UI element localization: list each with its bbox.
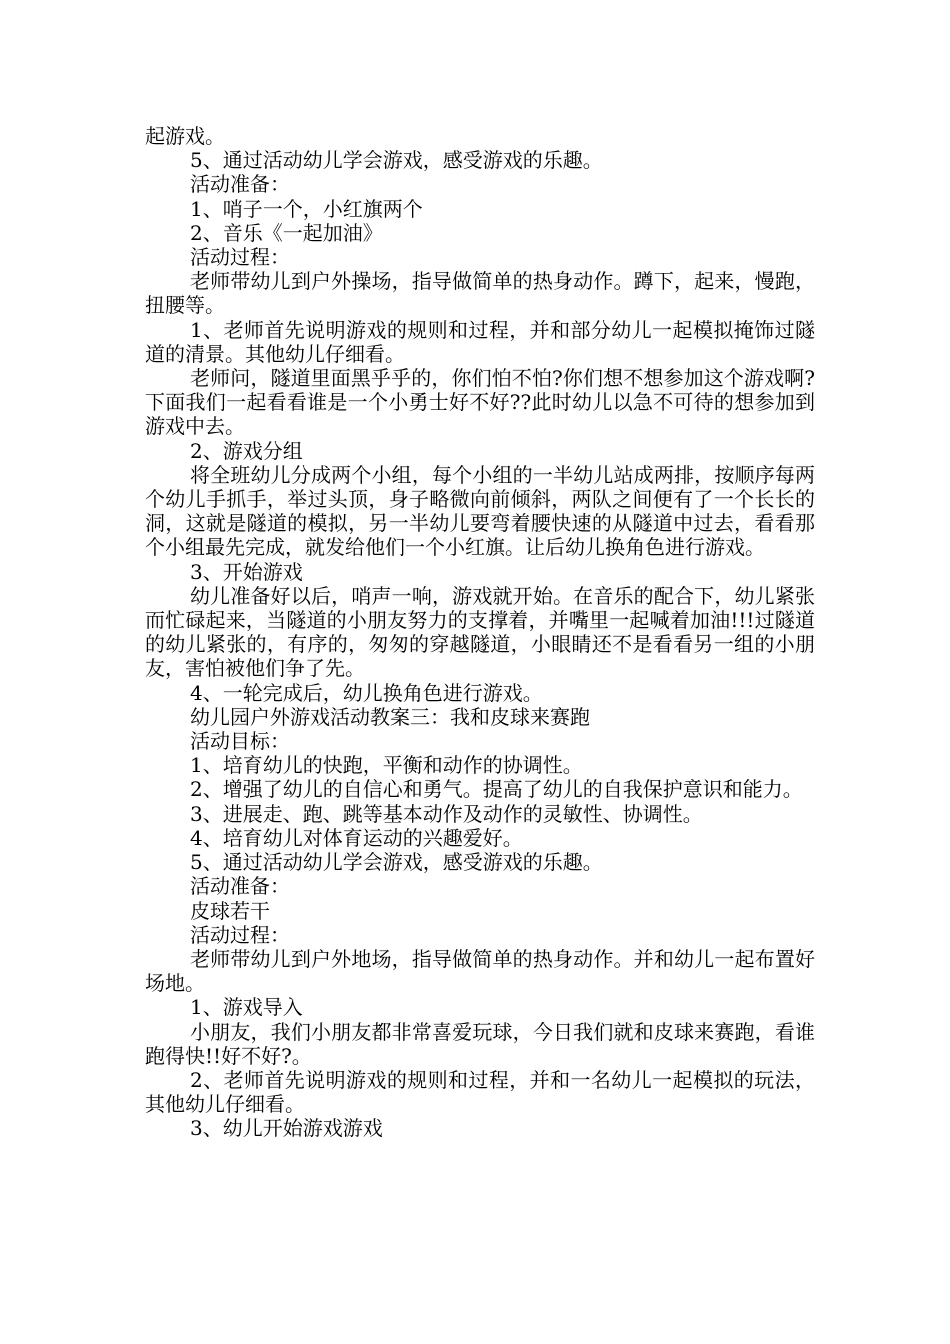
paragraph: 1、老师首先说明游戏的规则和过程，并和部分幼儿一起模拟掩饰过隧道的清景。其他幼儿仔细看。 bbox=[145, 317, 815, 366]
paragraph: 2、游戏分组 bbox=[190, 438, 303, 463]
paragraph: 活动准备： bbox=[190, 874, 290, 899]
paragraph: 5、通过活动幼儿学会游戏，感受游戏的乐趣。 bbox=[190, 850, 603, 875]
paragraph: 小朋友，我们小朋友都非常喜爱玩球，今日我们就和皮球来赛跑，看谁跑得快!!好不好?。 bbox=[145, 1019, 815, 1068]
paragraph: 3、开始游戏 bbox=[190, 559, 303, 584]
paragraph: 老师带幼儿到户外地场，指导做简单的热身动作。并和幼儿一起布置好场地。 bbox=[145, 946, 815, 996]
paragraph: 4、培育幼儿对体育运动的兴趣爱好。 bbox=[190, 825, 523, 850]
paragraph: 4、一轮完成后，幼儿换角色进行游戏。 bbox=[190, 680, 543, 705]
paragraph: 将全班幼儿分成两个小组，每个小组的一半幼儿站成两排，按顺序每两个幼儿手抓手，举过头顶，身子略微向前倾斜，两队之间便有了一个长长的洞，这就是隧道的模拟，另一半幼儿要弯着腰快速的从隧道中过去，看看那个小组最先完成，就发给他们一个小红旗。让后幼儿换角色进行游戏。 bbox=[145, 462, 815, 560]
paragraph: 老师带幼儿到户外操场，指导做简单的热身动作。蹲下，起来，慢跑，扭腰等。 bbox=[145, 269, 815, 318]
document-body bbox=[145, 124, 815, 1141]
paragraph: 1、培育幼儿的快跑，平衡和动作的协调性。 bbox=[190, 753, 583, 778]
paragraph: 1、哨子一个，小红旗两个 bbox=[190, 196, 423, 221]
paragraph: 活动目标： bbox=[190, 729, 290, 754]
paragraph: 活动准备： bbox=[190, 172, 290, 197]
paragraph: 3、进展走、跑、跳等基本动作及动作的灵敏性、协调性。 bbox=[190, 801, 703, 826]
paragraph: 5、通过活动幼儿学会游戏，感受游戏的乐趣。 bbox=[190, 148, 603, 173]
paragraph: 幼儿准备好以后，哨声一响，游戏就开始。在音乐的配合下，幼儿紧张而忙碌起来，当隧道的小朋友努力的支撑着，并嘴里一起喊着加油!!!过隧道的幼儿紧张的，有序的，匆匆的穿越隧道，小眼睛还不是看看另一组的小朋友，害怕被他们争了先。 bbox=[145, 583, 815, 681]
paragraph: 皮球若干 bbox=[190, 898, 270, 923]
paragraph: 幼儿园户外游戏活动教案三：我和皮球来赛跑 bbox=[190, 704, 590, 729]
paragraph: 3、幼儿开始游戏游戏 bbox=[190, 1116, 383, 1141]
paragraph: 老师问，隧道里面黑乎乎的，你们怕不怕?你们想不想参加这个游戏啊?下面我们一起看看谁是一个小勇士好不好??此时幼儿以急不可待的想参加到游戏中去。 bbox=[145, 366, 815, 439]
paragraph: 1、游戏导入 bbox=[190, 995, 303, 1020]
paragraph: 2、老师首先说明游戏的规则和过程，并和一名幼儿一起模拟的玩法，其他幼儿仔细看。 bbox=[145, 1067, 815, 1117]
paragraph: 起游戏。 bbox=[145, 124, 225, 148]
paragraph: 2、音乐《一起加油》 bbox=[190, 220, 383, 245]
paragraph: 2、增强了幼儿的自信心和勇气。提高了幼儿的自我保护意识和能力。 bbox=[190, 777, 803, 802]
paragraph: 活动过程： bbox=[190, 922, 290, 947]
paragraph: 活动过程： bbox=[190, 245, 290, 270]
